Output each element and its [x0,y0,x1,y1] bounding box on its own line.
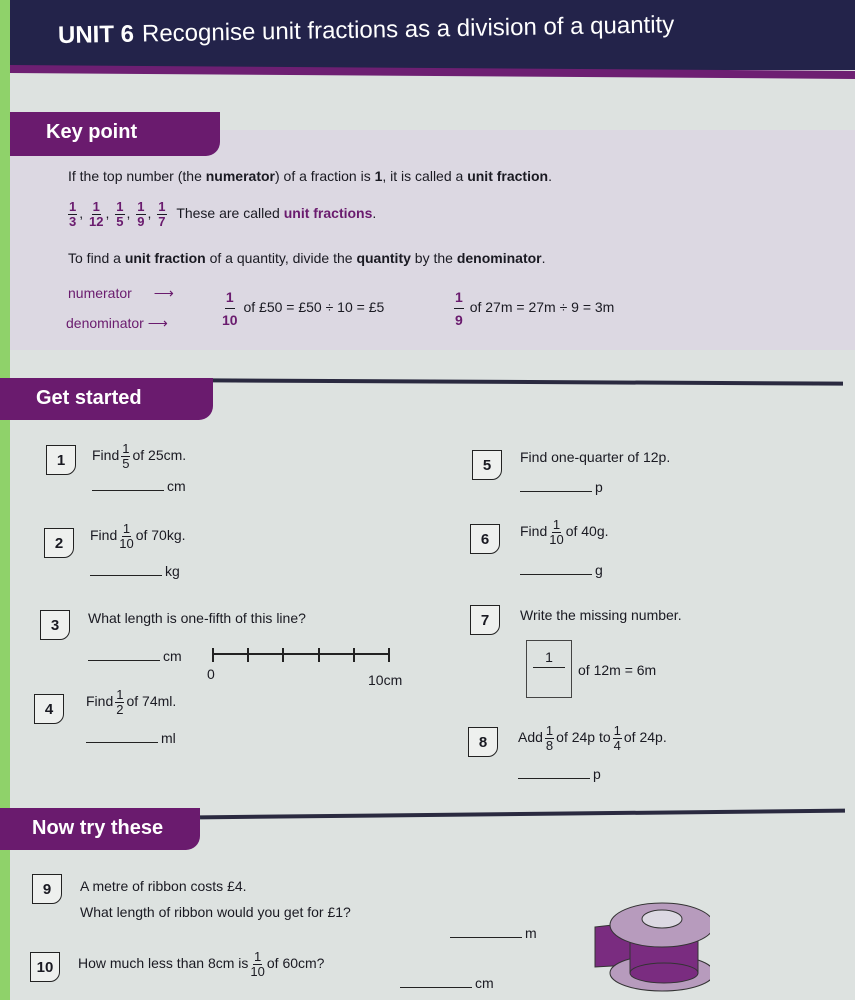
question-text-line2: What length of ribbon would you get for £1? [80,904,351,920]
question-text: Find $\frac{1}{2}$ of 74ml. [86,687,177,717]
question-number: 3 [40,610,70,640]
example-2: $\frac{1}{9}$ of 27m = 27m ÷ 9 = 3m [452,286,614,331]
question-text-line1: A metre of ribbon costs £4. [80,878,247,894]
answer-field[interactable]: cm [400,975,494,991]
question-text: Write the missing number. [520,607,682,623]
question-text: What length is one-fifth of this line? [88,610,306,626]
answer-field[interactable]: p [518,766,601,782]
question-text: Find $\frac{1}{10}$ of 40g. [520,517,609,547]
section-divider [200,809,845,820]
unit-fraction-examples: $\frac{1}{3}$ , $\frac{1}{12}$ , $\frac{1}{5}$ , $\frac{1}{9}$ , $\frac{1}{7}$ These are called unit fractions. [69,199,377,229]
unit-title: Recognise unit fractions as a division of a quantity [141,11,675,48]
question-number: 10 [30,952,60,982]
question-number: 2 [44,528,74,558]
now-try-these-tab: Now try these [0,808,200,850]
answer-field[interactable]: cm [88,648,182,664]
unit-number: UNIT 6 [57,20,135,49]
numerator-label: numerator ⟶ [68,285,174,301]
question-number: 4 [34,694,64,724]
key-point-line3: To find a unit fraction of a quantity, divide the quantity by the denominator. [68,250,546,266]
ruler-end-label: 10cm [368,672,403,688]
answer-field[interactable]: m [450,925,537,941]
question-number: 1 [46,445,76,475]
question-number: 8 [468,727,498,757]
answer-field[interactable]: cm [92,478,186,494]
example-1: $\frac{1}{10}$ of £50 = £50 ÷ 10 = £5 [220,286,384,331]
answer-field[interactable]: p [520,479,603,495]
question-text: Find $\frac{1}{5}$ of 25cm. [92,441,187,471]
answer-field[interactable]: g [520,562,603,578]
section-divider [213,378,843,385]
green-page-edge [0,0,10,1000]
ruler-line [212,648,390,668]
question-text: Add $\frac{1}{8}$ of 24p to $\frac{1}{4}$ of 24p. [518,723,667,753]
question-number: 9 [32,874,62,904]
question-text: Find $\frac{1}{10}$ of 70kg. [90,521,186,551]
ribbon-spool-icon [590,895,710,995]
question-number: 5 [472,450,502,480]
key-point-tab: Key point [10,112,220,156]
get-started-tab: Get started [0,378,213,420]
question-number: 7 [470,605,500,635]
question-text: Find one-quarter of 12p. [520,449,671,465]
key-point-line1: If the top number (the numerator) of a fraction is 1, it is called a unit fraction. [68,168,552,184]
answer-field[interactable]: kg [90,563,180,579]
ruler-start-label: 0 [207,666,215,682]
missing-number-box[interactable]: 1 [526,640,572,698]
question-text: How much less than 8cm is $\frac{1}{10}$ of 60cm? [78,949,325,979]
answer-field[interactable]: ml [86,730,176,746]
denominator-label: denominator ⟶ [66,315,168,331]
question-number: 6 [470,524,500,554]
question-equation: of 12m = 6m [578,662,657,678]
